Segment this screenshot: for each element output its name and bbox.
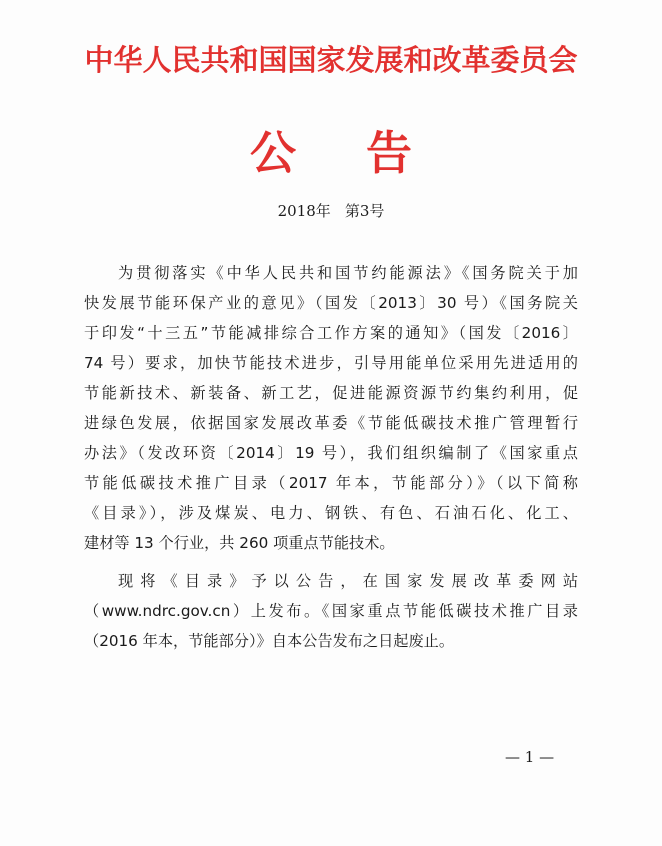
document-number bbox=[0, 200, 662, 221]
paragraph-line: （2016 年本，节能部分）》自本公告发布之日起废止。 bbox=[84, 632, 455, 650]
paragraph-line: 74 号）要求，加快节能技术进步，引导用能单位采用先进适用的 bbox=[84, 354, 578, 372]
paragraph-line: 建材等 13 个行业，共 260 项重点节能技术。 bbox=[84, 534, 395, 552]
paragraph-line: （www.ndrc.gov.cn）上发布。《国家重点节能低碳技术推广目录 bbox=[84, 602, 578, 620]
paragraph-line: 节能低碳技术推广目录（2017 年本，节能部分）》（以下简称 bbox=[84, 474, 578, 492]
document-serial: 第3号 bbox=[344, 202, 385, 220]
paragraph bbox=[84, 566, 578, 656]
paragraph-line: 于印发“十三五”节能减排综合工作方案的通知》（国发〔2016〕 bbox=[84, 324, 578, 342]
paragraph-line: 办法》（发改环资〔2014〕19 号），我们组织编制了《国家重点 bbox=[84, 444, 578, 462]
paragraph-line: 进绿色发展，依据国家发展改革委《节能低碳技术推广管理暂行 bbox=[84, 414, 578, 432]
paragraph bbox=[84, 258, 578, 558]
paragraph-line: 节能新技术、新装备、新工艺，促进能源资源节约集约利用，促 bbox=[84, 384, 578, 402]
paragraph-line: 现将《目录》予以公告，在国家发展改革委网站 bbox=[118, 572, 578, 590]
document-type-heading: 公告 bbox=[250, 126, 482, 180]
paragraph-line: 为贯彻落实《中华人民共和国节约能源法》《国务院关于加 bbox=[118, 264, 578, 282]
paragraph-line: 快发展节能环保产业的意见》（国发〔2013〕30 号）《国务院关 bbox=[84, 294, 578, 312]
announcement-body bbox=[84, 258, 578, 656]
issuer-title: 中华人民共和国国家发展和改革委员会 bbox=[84, 43, 578, 77]
document-year: 2018年 bbox=[277, 202, 331, 220]
paragraph-line: 《目录》），涉及煤炭、电力、钢铁、有色、石油石化、化工、 bbox=[84, 504, 578, 522]
page-number: — 1 — bbox=[505, 748, 555, 766]
